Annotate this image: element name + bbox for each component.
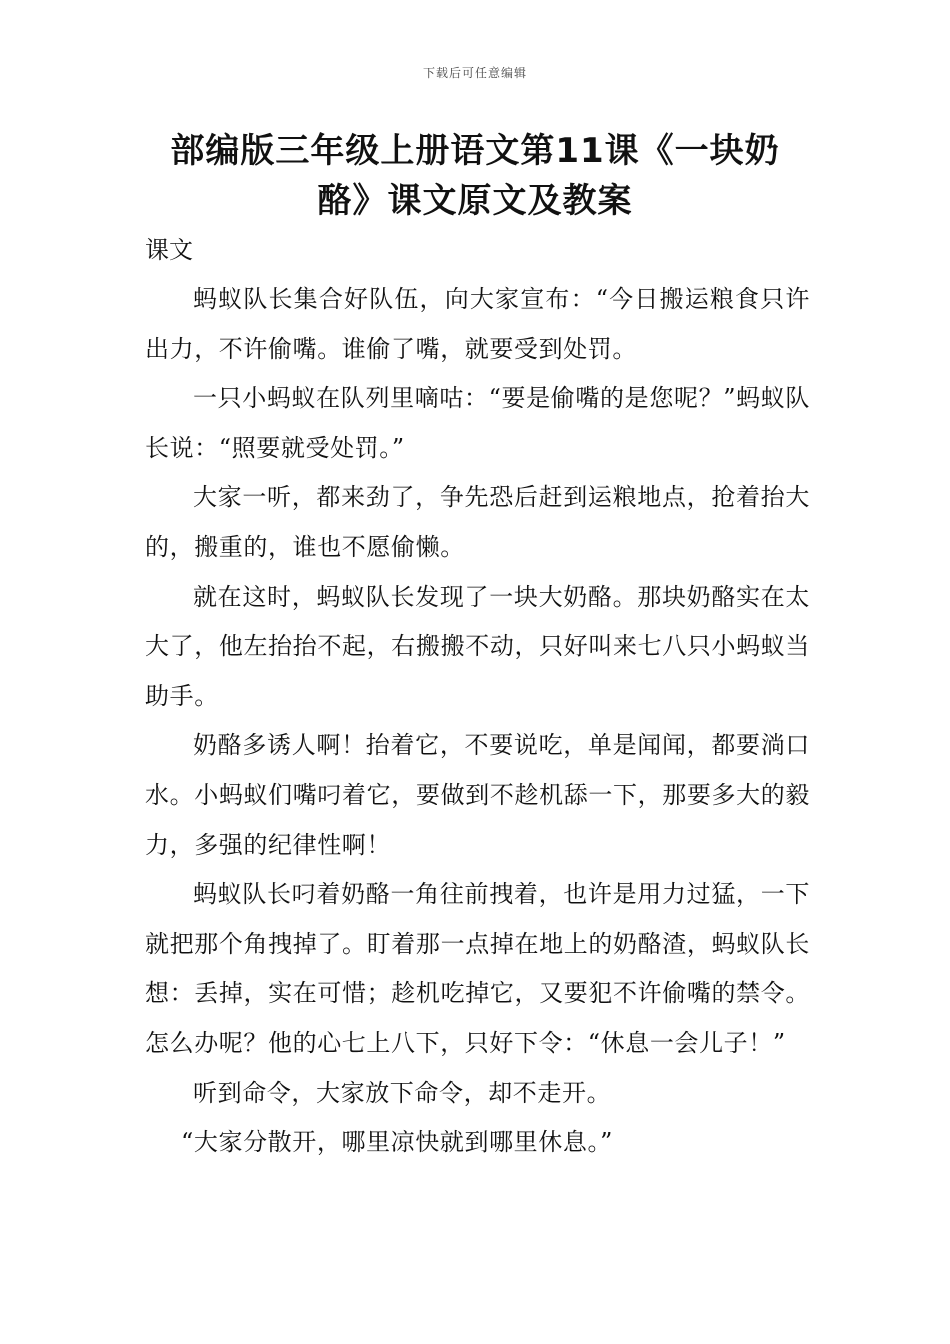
paragraph: 蚂蚁队长集合好队伍，向大家宣布：“今日搬运粮食只许出力，不许偷嘴。谁偷了嘴，就要受到处罚。 <box>145 285 810 363</box>
section-label: 课文 <box>145 236 193 264</box>
paragraph: 奶酪多诱人啊！抬着它，不要说吃，单是闻闻，都要淌口水。小蚂蚁们嘴叼着它，要做到不趁机舔一下，那要多大的毅力，多强的纪律性啊！ <box>145 731 810 859</box>
paragraph: “大家分散开，哪里凉快就到哪里休息。” <box>181 1128 613 1157</box>
paragraph: 听到命令，大家放下命令，却不走开。 <box>193 1078 612 1107</box>
paragraph: 就在这时，蚂蚁队长发现了一块大奶酪。那块奶酪实在太大了，他左抬抬不起，右搬搬不动，只好叫来七八只小蚂蚁当助手。 <box>145 582 810 710</box>
title-line-2: 酪》课文原文及教案 <box>317 181 633 221</box>
body-text <box>145 275 810 1168</box>
page-header-note: 下载后可任意编辑 <box>422 66 527 80</box>
paragraph: 蚂蚁队长叼着奶酪一角往前拽着，也许是用力过猛，一下就把那个角拽掉了。盯着那一点掉在地上的奶酪渣，蚂蚁队长想：丢掉，实在可惜；趁机吃掉它，又要犯不许偷嘴的禁令。怎么办呢？他的心七上八下，只好下令：“休息一会儿子！” <box>145 880 810 1057</box>
paragraph: 一只小蚂蚁在队列里嘀咕：“要是偷嘴的是您呢？”蚂蚁队长说：“照要就受处罚。” <box>145 384 810 462</box>
title-line-1: 部编版三年级上册语文第11课《一块奶 <box>170 131 780 171</box>
paragraph: 大家一听，都来劲了，争先恐后赶到运粮地点，抢着抬大的，搬重的，谁也不愿偷懒。 <box>145 483 810 561</box>
document-title <box>140 126 810 226</box>
